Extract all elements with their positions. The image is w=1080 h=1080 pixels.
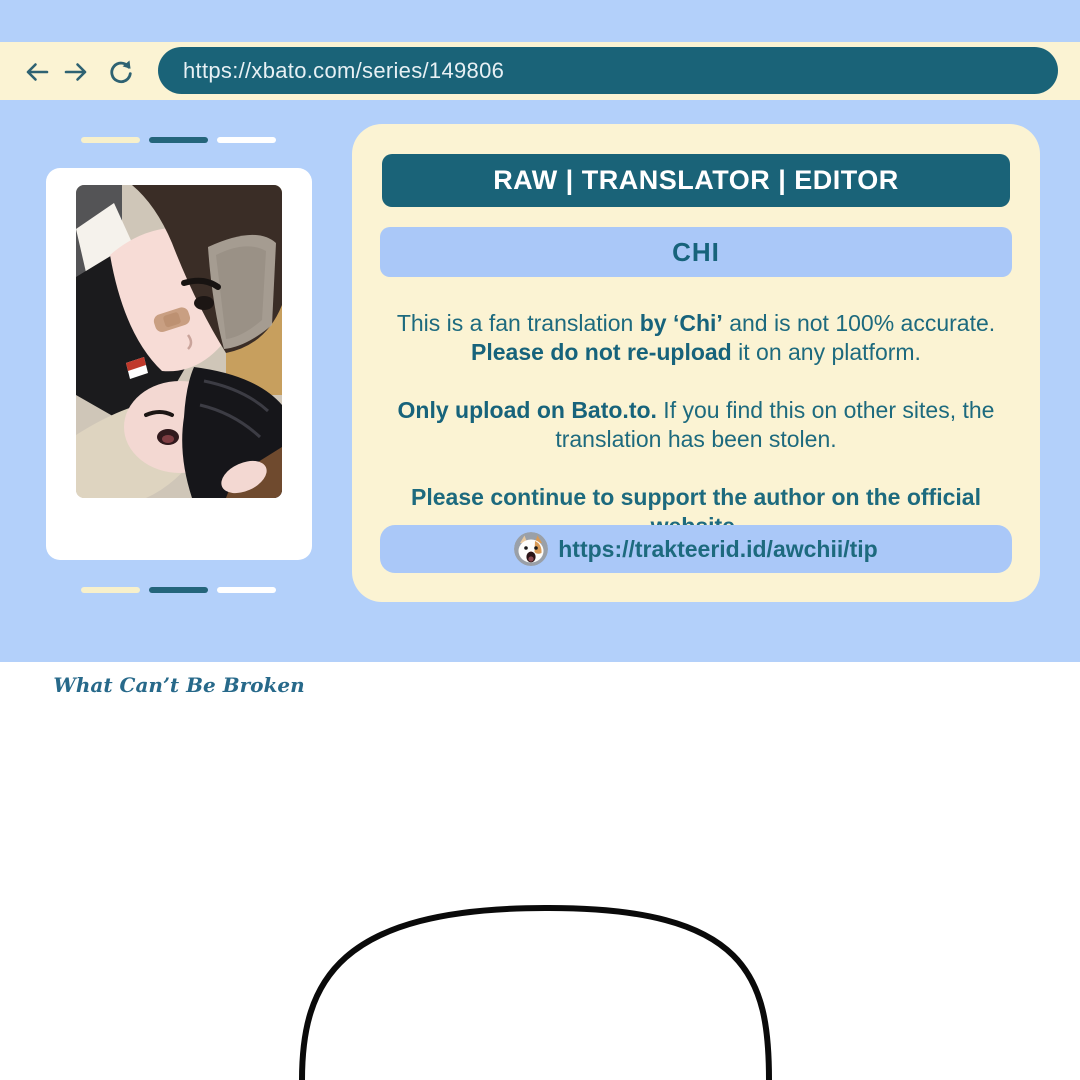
dash-cream [81,587,140,593]
forward-arrow-icon[interactable] [63,59,89,85]
disclaimer-segment: it on any platform. [731,339,921,365]
warning-segment: If you find this on other sites, the [656,397,995,423]
roles-header-banner: RAW | TRANSLATOR | EDITOR [382,154,1010,207]
series-card [46,168,312,697]
dash-white [217,587,276,593]
url-bar[interactable] [158,47,1058,94]
back-arrow-icon[interactable] [24,59,50,85]
tip-link-pill[interactable] [380,525,1012,573]
warning-bold: Only upload on Bato.to. [397,397,657,423]
disclaimer-bold: by ‘Chi’ [639,310,723,336]
speech-bubble-outline [0,900,1080,1080]
tip-link-text: https://trakteerid.id/awchii/tip [558,535,878,562]
browser-toolbar [0,42,1080,100]
disclaimer-segment: This is a fan translation [396,310,640,336]
url-text: https://xbato.com/series/149806 [183,58,505,83]
series-title: What Can’t Be Broken [53,673,305,697]
disclaimer-bold: Please do not re-upload [471,339,732,365]
series-cover-image [76,185,282,498]
refresh-icon[interactable] [108,59,134,85]
dash-teal [149,587,208,593]
translator-name-banner: CHI [380,227,1012,277]
screaming-cat-icon [514,532,548,566]
translator-credit-panel [352,124,1040,602]
warning-segment: translation has been stolen. [555,426,837,452]
cover-illustration [76,185,282,498]
divider-dashes-top [81,137,276,143]
divider-dashes-bottom [81,587,276,593]
disclaimer-text [366,309,1026,367]
dash-cream [81,137,140,143]
dash-teal [149,137,208,143]
dash-white [217,137,276,143]
upload-warning-text [366,396,1026,454]
support-line: Please continue to support the author on the official [411,484,981,510]
disclaimer-segment: and is not 100% accurate. [722,310,996,336]
